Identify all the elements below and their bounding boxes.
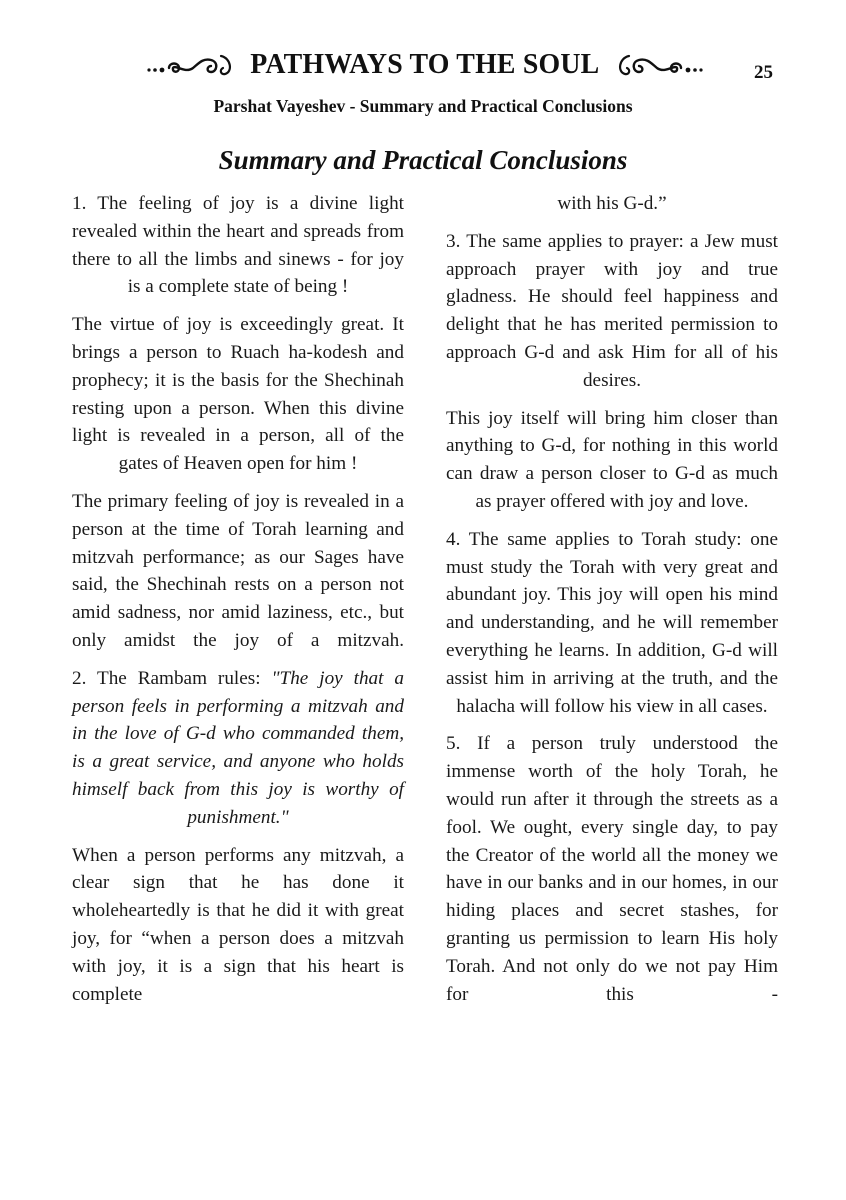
paragraph-summary-4: 4. The same applies to Torah study: one must study the Torah with very great and abundant joy. This joy will open his mind and understanding, and he will remember everything he learns. In addition, G-d will assist him in arriving at the truth, and the halacha will follow his view in all cases. (446, 528, 778, 717)
paragraph-summary-1: 1. The feeling of joy is a divine light revealed within the heart and spreads from there to all the limbs and sinews - for joy is a complete state of being ! (72, 193, 404, 298)
right-column (446, 190, 778, 1008)
paragraph-summary-3: 3. The same applies to prayer: a Jew must approach prayer with joy and true gladness. He should feel happiness and delight that he has merited permission to approach G-d and ask Him for all of his desires. (446, 230, 778, 391)
rambam-quote: "The joy that a person feels in performing a mitzvah and in the love of G-d who commanded them, is a great service, and anyone who holds himself back from this joy is worthy of punishment." (72, 667, 404, 828)
rambam-intro: 2. The Rambam rules: (72, 667, 272, 689)
paragraph-virtue-of-joy: The virtue of joy is exceedingly great. It brings a person to Ruach ha-kodesh and prophecy; it is the basis for the Shechinah resting upon a person. When this divine light is revealed in a person, all of the gates of Heaven open for him ! (72, 314, 404, 475)
paragraph-summary-5: 5. If a person truly understood the immense worth of the holy Torah, he would run after it through the streets as a fool. We ought, every single day, to pay the Creator of the world all the money we have in our banks and in our homes, in our hiding places and secret stashes, for granting us permission to learn His holy Torah. And not only do we not pay Him for this - (446, 733, 778, 1005)
section-title: Summary and Practical Conclusions (218, 145, 628, 175)
flourish-ornament-left-icon (145, 52, 237, 78)
page-number: 25 (754, 62, 773, 83)
paragraph-primary-feeling: The primary feeling of joy is revealed in a person at the time of Torah learning and mitzvah performance; as our Sages have said, the Shechinah rests on a person not amid sadness, nor amid laziness, etc., but only amidst the joy of a mitzvah. (72, 490, 404, 651)
paragraph-joy-brings-closer: This joy itself will bring him closer than anything to G-d, for nothing in this world can draw a person closer to G-d as much as prayer offered with joy and love. (446, 407, 778, 512)
left-column (72, 190, 404, 1008)
chapter-subtitle: Parshat Vayeshev - Summary and Practical Conclusions (213, 96, 633, 116)
paragraph-summary-2 (72, 665, 404, 832)
paragraph-clear-sign: When a person performs any mitzvah, a clear sign that he has done it wholeheartedly is that he did it with great joy, for “when a person does a mitzvah with joy, it is a sign that his heart is complete (72, 844, 404, 1005)
running-header (0, 48, 846, 92)
flourish-ornament-right-icon (613, 52, 705, 78)
book-title: PATHWAYS TO THE SOUL (250, 48, 600, 80)
book-title-bar (130, 48, 720, 81)
paragraph-continuation: with his G-d.” (557, 193, 667, 214)
